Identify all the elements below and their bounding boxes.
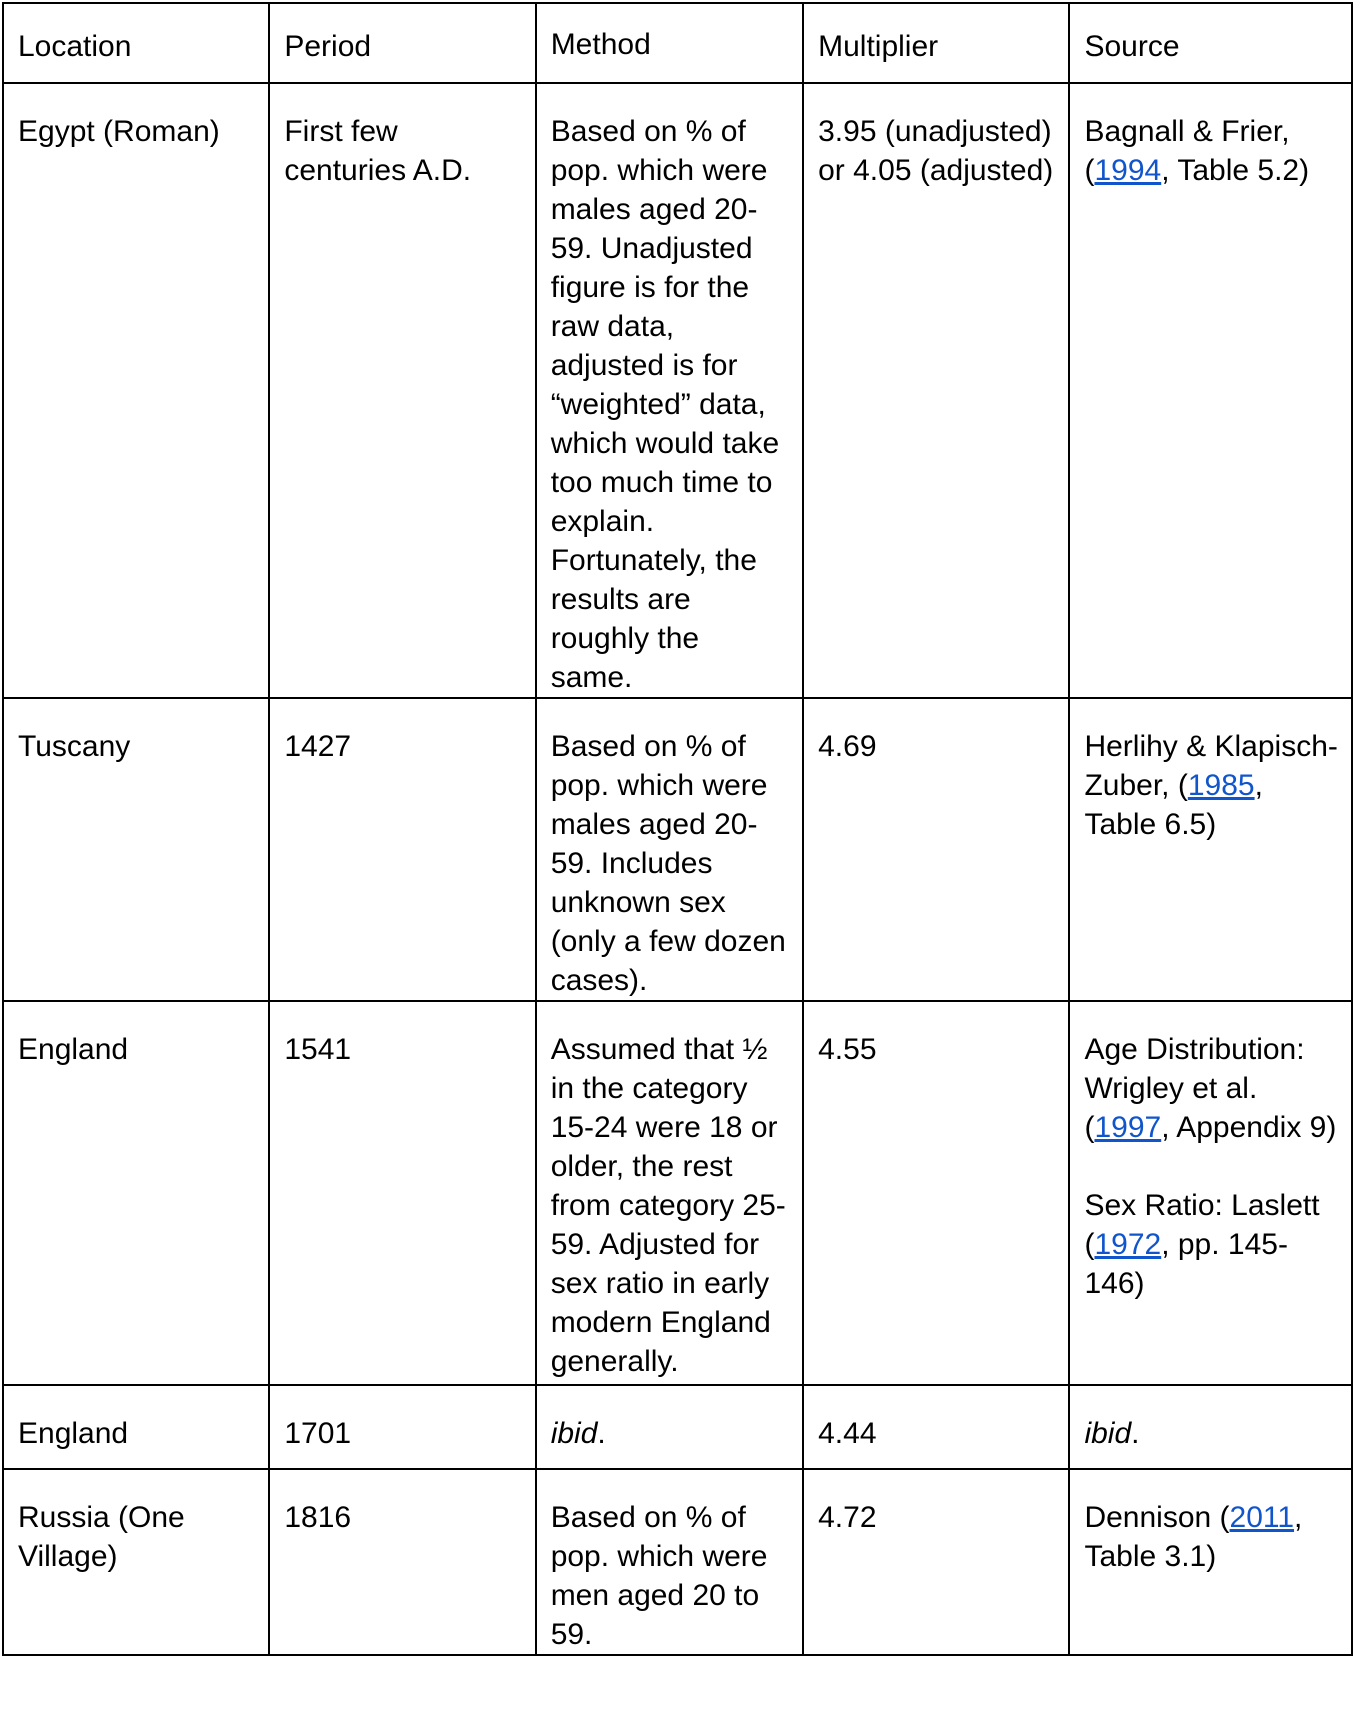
source-text: Age Distribution: Wrigley et al. ( bbox=[1084, 1033, 1305, 1144]
cell-source bbox=[1069, 698, 1352, 1001]
cell-location: Tuscany bbox=[3, 698, 269, 1001]
cell-multiplier: 3.95 (unadjusted) or 4.05 (adjusted) bbox=[803, 83, 1069, 698]
source-text: Bagnall & Frier, ( bbox=[1084, 115, 1290, 187]
header-period: Period bbox=[269, 3, 535, 83]
header-method: Method bbox=[536, 3, 803, 83]
ibid-text: ibid bbox=[550, 1417, 598, 1450]
punctuation: . bbox=[1131, 1417, 1140, 1450]
source-text: , pp. 145-146) bbox=[1084, 1228, 1288, 1300]
cell-multiplier: 4.69 bbox=[803, 698, 1069, 1001]
table-row bbox=[3, 698, 1352, 1001]
cell-location: Egypt (Roman) bbox=[3, 83, 269, 698]
cell-period: 1541 bbox=[269, 1001, 535, 1385]
header-multiplier: Multiplier bbox=[803, 3, 1069, 83]
table-row bbox=[3, 1001, 1352, 1385]
paragraph-gap bbox=[1084, 1147, 1338, 1186]
source-sex-ratio bbox=[1084, 1186, 1338, 1303]
ibid-text: ibid bbox=[1084, 1417, 1132, 1450]
table-row bbox=[3, 83, 1352, 698]
cell-method: Based on % of pop. which were men aged 20 to 59. bbox=[536, 1469, 803, 1655]
citation-link[interactable]: 1972 bbox=[1094, 1228, 1162, 1261]
source-age-distribution bbox=[1084, 1030, 1338, 1147]
cell-multiplier: 4.44 bbox=[803, 1385, 1069, 1469]
citation-link[interactable]: 2011 bbox=[1229, 1501, 1295, 1534]
punctuation: . bbox=[597, 1417, 606, 1450]
cell-source bbox=[1069, 83, 1352, 698]
cell-location: England bbox=[3, 1385, 269, 1469]
cell-multiplier: 4.72 bbox=[803, 1469, 1069, 1655]
source-text: Sex Ratio: Laslett ( bbox=[1084, 1189, 1320, 1261]
header-source: Source bbox=[1069, 3, 1352, 83]
source-text: , Table 3.1) bbox=[1084, 1501, 1303, 1573]
cell-period: 1427 bbox=[269, 698, 535, 1001]
citation-link[interactable]: 1997 bbox=[1094, 1111, 1162, 1144]
cell-location: Russia (One Village) bbox=[3, 1469, 269, 1655]
cell-period: 1816 bbox=[269, 1469, 535, 1655]
cell-method: Assumed that ½ in the category 15-24 were 18 or older, the rest from category 25-59. Adjusted for sex ratio in early modern England generally. bbox=[536, 1001, 803, 1385]
cell-location: England bbox=[3, 1001, 269, 1385]
cell-source bbox=[1069, 1469, 1352, 1655]
cell-method: Based on % of pop. which were males aged 20-59. Unadjusted figure is for the raw data, adjusted is for “weighted” data, which would take too much time to explain. Fortunately, the results are roughly the same. bbox=[536, 83, 803, 698]
source-text: , Table 6.5) bbox=[1084, 769, 1263, 841]
source-text: Dennison ( bbox=[1084, 1501, 1230, 1534]
cell-multiplier: 4.55 bbox=[803, 1001, 1069, 1385]
table-row bbox=[3, 1469, 1352, 1655]
table-row bbox=[3, 1385, 1352, 1469]
citation-link[interactable]: 1994 bbox=[1094, 154, 1162, 187]
cell-source bbox=[1069, 1001, 1352, 1385]
cell-period: First few centuries A.D. bbox=[269, 83, 535, 698]
cell-period: 1701 bbox=[269, 1385, 535, 1469]
cell-method: Based on % of pop. which were males aged 20-59. Includes unknown sex (only a few dozen cases). bbox=[536, 698, 803, 1001]
header-row bbox=[3, 3, 1352, 83]
cell-method bbox=[536, 1385, 803, 1469]
cell-source bbox=[1069, 1385, 1352, 1469]
citation-link[interactable]: 1985 bbox=[1187, 769, 1255, 802]
data-table bbox=[2, 2, 1353, 1656]
source-text: , Table 5.2) bbox=[1161, 154, 1310, 187]
header-location: Location bbox=[3, 3, 269, 83]
source-text: , Appendix 9) bbox=[1161, 1111, 1337, 1144]
source-text: Herlihy & Klapisch-Zuber, ( bbox=[1084, 730, 1338, 802]
